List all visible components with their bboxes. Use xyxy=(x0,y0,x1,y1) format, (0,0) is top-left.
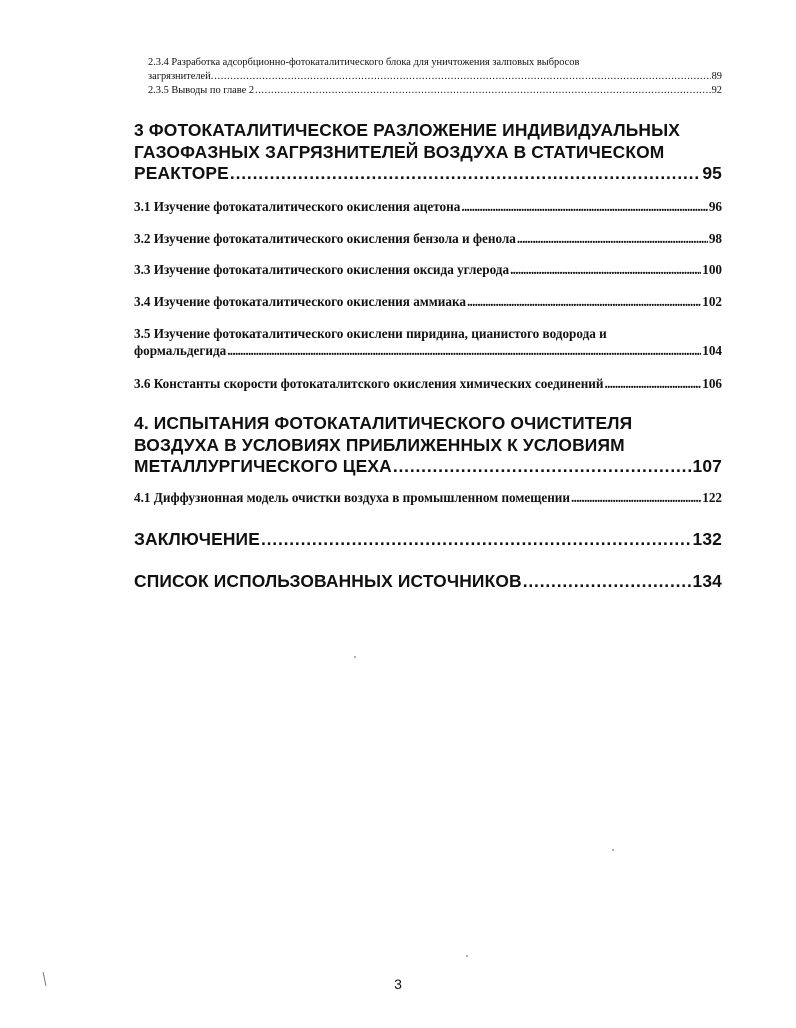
toc-page-number: 96 xyxy=(708,199,722,214)
toc-entry-3-6[interactable] xyxy=(134,375,722,392)
toc-entry-title: 3.2 Изучение фотокаталитического окисления бензола и фенола xyxy=(134,231,516,246)
toc-entry-title: 3.3 Изучение фотокаталитического окисления оксида углерода xyxy=(134,262,510,277)
toc-chapter-4[interactable] xyxy=(134,413,722,478)
toc-entry-3-2[interactable] xyxy=(134,230,722,247)
toc-entry-4-1[interactable] xyxy=(134,489,722,506)
toc-chapter-title-end: РЕАКТОРЕ xyxy=(134,163,229,183)
page-number: 3 xyxy=(394,976,402,992)
toc-page-number: 122 xyxy=(702,490,722,505)
toc-page-number: 95 xyxy=(702,163,722,183)
dot-leader xyxy=(461,198,707,215)
toc-page-number: 100 xyxy=(702,262,722,277)
toc-chapter-title: 4. ИСПЫТАНИЯ ФОТОКАТАЛИТИЧЕСКОГО ОЧИСТИТЕЛЯ xyxy=(134,413,633,433)
toc-page-number: 89 xyxy=(711,71,722,82)
toc-page-number: 102 xyxy=(702,294,722,309)
toc-chapter-title: ЗАКЛЮЧЕНИЕ xyxy=(134,529,260,549)
toc-page-number: 104 xyxy=(702,343,722,358)
toc-page-number: 132 xyxy=(692,529,722,549)
toc-entry-2-3-5[interactable] xyxy=(134,84,722,98)
toc-conclusion[interactable] xyxy=(134,529,722,551)
dot-leader xyxy=(261,529,692,551)
toc-entry-title-cont: формальдегида xyxy=(134,343,227,358)
dot-leader xyxy=(230,163,701,185)
toc-page-number: 107 xyxy=(692,456,722,476)
toc-page-number: 106 xyxy=(702,376,722,391)
toc-chapter-title-end: МЕТАЛЛУРГИЧЕСКОГО ЦЕХА xyxy=(134,456,392,476)
scan-speck xyxy=(466,955,468,957)
dot-leader xyxy=(510,261,701,278)
toc-entry-2-3-4[interactable] xyxy=(134,56,722,84)
dot-leader xyxy=(523,571,692,593)
dot-leader xyxy=(571,489,701,506)
toc-chapter-title: 3 ФОТОКАТАЛИТИЧЕСКОЕ РАЗЛОЖЕНИЕ ИНДИВИДУАЛЬНЫХ xyxy=(134,120,681,140)
scan-speck xyxy=(612,849,614,851)
toc-entry-title: 2.3.4 Разработка адсорбционно-фотокаталитического блока для уничтожения залповых выбросов xyxy=(148,57,580,68)
toc-entry-3-1[interactable] xyxy=(134,198,722,215)
toc-entry-title: 3.4 Изучение фотокаталитического окисления аммиака xyxy=(134,294,466,309)
dot-leader xyxy=(255,84,711,98)
toc-entry-title: 4.1 Диффузионная модель очистки воздуха в промышленном помещении xyxy=(134,490,571,505)
toc-entry-title: 2.3.5 Выводы по главе 2 xyxy=(148,85,255,96)
toc-entry-title: 3.6 Константы скорости фотокаталитского окисления химических соединений xyxy=(134,376,604,391)
toc-page-number: 92 xyxy=(711,85,722,96)
toc-entry-title: 3.5 Изучение фотокаталитического окислени пиридина, цианистого водорода и xyxy=(134,326,607,341)
toc-chapter-3[interactable] xyxy=(134,120,722,185)
dot-leader xyxy=(467,293,701,310)
dot-leader xyxy=(605,375,702,392)
toc-entry-title-cont: загрязнителей. xyxy=(148,71,214,82)
toc-entry-3-3[interactable] xyxy=(134,261,722,278)
dot-leader xyxy=(214,70,710,84)
toc-entry-3-5[interactable] xyxy=(134,325,722,359)
scan-speck xyxy=(354,656,356,658)
toc-chapter-title-cont: ВОЗДУХА В УСЛОВИЯХ ПРИБЛИЖЕННЫХ К УСЛОВИЯМ xyxy=(134,434,625,455)
dot-leader xyxy=(393,456,692,478)
dot-leader xyxy=(517,230,708,247)
toc-page-number: 98 xyxy=(708,231,722,246)
toc-references[interactable] xyxy=(134,571,722,593)
toc-entry-title: 3.1 Изучение фотокаталитического окисления ацетона xyxy=(134,199,461,214)
dot-leader xyxy=(227,342,701,359)
toc-page-number: 134 xyxy=(692,571,722,591)
toc-chapter-title-cont: ГАЗОФАЗНЫХ ЗАГРЯЗНИТЕЛЕЙ ВОЗДУХА В СТАТИЧЕСКОМ xyxy=(134,141,665,162)
toc-entry-3-4[interactable] xyxy=(134,293,722,310)
toc-chapter-title: СПИСОК ИСПОЛЬЗОВАННЫХ ИСТОЧНИКОВ xyxy=(134,571,522,591)
